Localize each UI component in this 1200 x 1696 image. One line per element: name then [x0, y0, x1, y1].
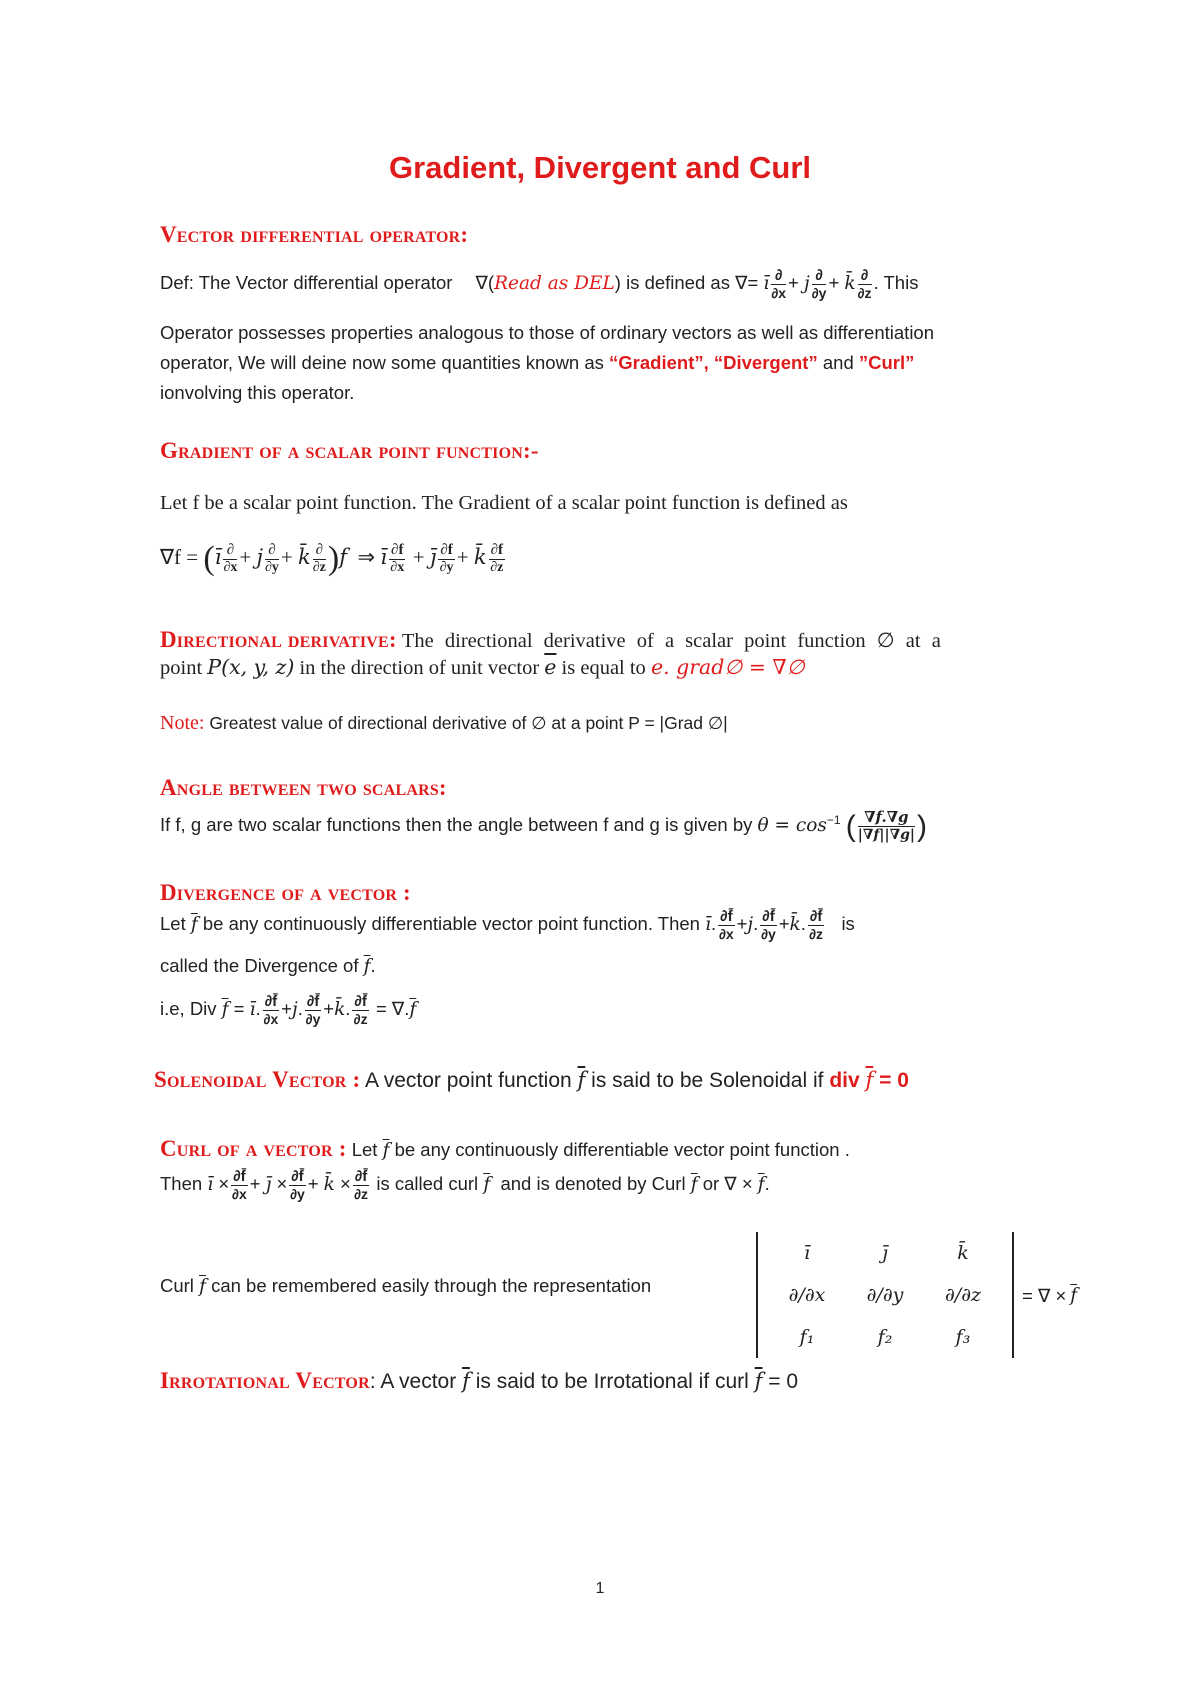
theta-cos: θ = cos — [757, 815, 827, 837]
remember-text: can be remembered easily through the representation — [211, 1275, 652, 1296]
called-curl-text: is called curl — [376, 1173, 479, 1194]
defined-as-text: ) is defined as ∇= — [614, 272, 759, 293]
angle-line: If f, g are two scalar functions then the angle between f and g is given by $\theta = \cos^{-1}$ ( $\frac{\nabla f.\nabla g}{|\nabla f||\nabla g|}$ ) — [160, 808, 928, 844]
equal-to-text: is equal to — [561, 657, 646, 679]
divergence-line-2: called the Divergence of $\overline{f}$. — [160, 955, 376, 977]
divergence-def-text: be any continuously differentiable vector point function. Then — [202, 913, 700, 934]
solenoidal-eq: = 0 — [879, 1069, 909, 1092]
this-text: . This — [873, 272, 919, 293]
curl-line-1: Curl of a vector : Let $\overline{f}$ be any continuously differentiable vector point function . — [160, 1136, 850, 1161]
irrotational-line: Irrotational Vector: A vector $\overline{f}$ is said to be Irrotational if curl $\overline{f} = 0$ — [160, 1368, 799, 1393]
solenoidal-div: div — [829, 1069, 860, 1092]
let-text: Let — [160, 913, 186, 934]
solenoidal-line: Solenoidal Vector : A vector point function $\overline{f}$ is said to be Solenoidal if div $\overline{f} = 0$ — [154, 1067, 909, 1092]
irrotational-text-b: is said to be Irrotational if curl — [475, 1370, 749, 1393]
matrix-cell: ∂/∂z — [944, 1284, 982, 1306]
curl-label: Curl — [160, 1275, 194, 1296]
ie-div-text: i.e, Div — [160, 998, 217, 1019]
matrix-cell: ī — [803, 1242, 811, 1264]
and-text: and — [822, 352, 854, 373]
page-title: Gradient, Divergent and Curl — [388, 150, 811, 185]
solenoidal-text-b: is said to be Solenoidal if — [591, 1069, 824, 1092]
read-as-del: Read as DEL — [494, 273, 615, 294]
vector-operator-line-1: Def: The Vector differential operator ∇(Read as DEL) is defined as ∇= ī $\frac{\partial}{\partial x}$ + j $\frac{\partial}{\partial y}$ + k̄ $\frac{\partial}{\partial z}$ . This — [160, 267, 919, 302]
page-number: 1 — [595, 1580, 605, 1597]
point-text: point — [160, 657, 203, 679]
matrix-cell: f₂ — [877, 1326, 893, 1348]
matrix-cell: f₃ — [955, 1326, 971, 1348]
unit-vector-e: $\overline{e}$ — [544, 655, 557, 679]
gradient-heading: Gradient of a scalar point function:- — [160, 438, 539, 463]
divergence-heading: Divergence of a vector : — [160, 880, 411, 905]
curl-determinant: ī j̄ k̄ ∂/∂x ∂/∂y ∂/∂z f₁ f₂ f₃ = ∇ × $\overline{f}$ — [756, 1232, 1077, 1358]
directional-text: The directional derivative of a scalar point function ∅ at a — [401, 630, 941, 652]
vector-operator-line-3 — [160, 347, 914, 378]
then-text: Then — [160, 1173, 203, 1194]
irrotational-heading: Irrotational Vector — [160, 1368, 370, 1393]
nabla-symbol: ∇( — [475, 272, 495, 293]
vector-operator-line-4: ionvolving this operator. — [160, 382, 355, 403]
gradient-formula: ∇f = (ī $\frac{\partial}{\partial x}$ + j $\frac{\partial}{\partial y}$ + k̄ $\frac{\partial}{\partial z}$ )f ⇒ ī $\frac{\partial f}{\partial x}$ + j̄ $\frac{\partial f}{\partial y}$ + k̄ $\frac{\partial f}{\partial z}$ — [160, 540, 504, 577]
note-line — [160, 712, 728, 735]
or-nabla-text: or ∇ × — [702, 1173, 753, 1194]
line3-text: operator, We will deine now some quantities known as — [160, 352, 604, 373]
vector-operator-heading: Vector differential operator: — [160, 222, 469, 247]
denoted-text: and is denoted by Curl — [500, 1173, 686, 1194]
is-text: is — [841, 913, 855, 934]
determinant-matrix — [756, 1232, 1014, 1358]
curl-let-text: Let — [351, 1139, 378, 1160]
directional-line-2 — [160, 655, 805, 680]
curl-quote: ”Curl” — [858, 352, 915, 373]
directional-heading: Directional derivative: — [160, 627, 397, 652]
point-p: P(x, y, z) — [207, 655, 295, 679]
directional-line-1 — [160, 627, 941, 653]
solenoidal-text: A vector point function — [365, 1069, 572, 1092]
called-divergence-text: called the Divergence of — [160, 955, 359, 976]
solenoidal-heading: Solenoidal Vector : — [154, 1067, 361, 1092]
angle-heading: Angle between two scalars: — [160, 775, 447, 800]
curl-remember-line: Curl $\overline{f}$ can be remembered easily through the representation — [160, 1275, 652, 1297]
curl-heading: Curl of a vector : — [160, 1136, 347, 1161]
angle-numerator: ∇f.∇g — [858, 810, 915, 827]
divergence-line-3: i.e, Div $\overline{f}$ = ī. $\frac{\partial f̄}{\partial x}$ +j. $\frac{\partial f̄}{\partial y}$ +k̄. $\frac{\partial f̄}{\partial z}$ = $\nabla.\overline{f}$ — [160, 993, 417, 1028]
matrix-cell: ∂/∂x — [788, 1284, 826, 1306]
note-text: Greatest value of directional derivative of ∅ at a point P = |Grad ∅| — [209, 713, 728, 733]
direction-text: in the direction of unit vector — [299, 657, 540, 679]
vector-operator-line-2: Operator possesses properties analogous to those of ordinary vectors as well as differentiation — [160, 322, 935, 343]
angle-denominator: |∇f||∇g| — [857, 827, 916, 844]
divergence-line-1: Let $\overline{f}$ be any continuously differentiable vector point function. Then ī. $\frac{\partial f̄}{\partial x}$ +j. $\frac{\partial f̄}{\partial y}$ +k̄. $\frac{\partial f̄}{\partial z}$ is — [160, 908, 855, 943]
angle-text: If f, g are two scalar functions then the angle between f and g is given by — [160, 814, 753, 836]
def-text: Def: The Vector differential operator — [160, 272, 453, 293]
note-label: Note: — [160, 712, 205, 734]
gradient-divergent-quote: “Gradient”, “Divergent” — [609, 352, 818, 373]
directional-result: e. grad∅ = ∇∅ — [650, 655, 805, 679]
matrix-cell: k̄ — [957, 1242, 969, 1264]
matrix-cell: j̄ — [882, 1242, 888, 1264]
curl-line-2: Then ī × $\frac{\partial f̄}{\partial x}$ + j̄ × $\frac{\partial f̄}{\partial y}$ + k̄ × $\frac{\partial f̄}{\partial z}$ is called curl $\overline{f}$ and is denoted by Curl $\overline{f}$ or ∇ × $\overline{f}$. — [160, 1168, 770, 1203]
gradient-text: Let f be a scalar point function. The Gradient of a scalar point function is defined as — [160, 492, 848, 514]
irrotational-text: : A vector — [369, 1370, 457, 1393]
matrix-cell: ∂/∂y — [866, 1284, 904, 1306]
curl-def-text: be any continuously differentiable vector point function . — [394, 1139, 850, 1160]
nabla-dot-f: = ∇. — [375, 998, 410, 1019]
matrix-equals: = ∇ × — [1022, 1284, 1067, 1306]
matrix-cell: f₁ — [799, 1326, 815, 1348]
irrotational-eq: = 0 — [768, 1370, 799, 1393]
